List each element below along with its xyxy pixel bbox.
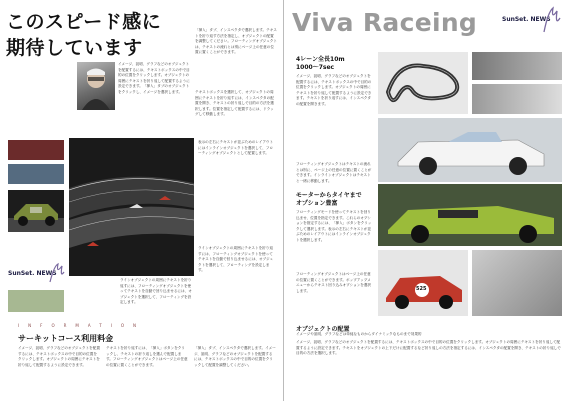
small-car-photo — [8, 190, 64, 232]
column-text-a: 「挿入」タブ、インスペクタで選択します。テキストを折り返す方法を指定し、オブジェクトの配置を調整してください。フローティングオブジェクトは、テキストの流れとは別にページ上の任意の位置に置くことができます。 — [195, 28, 277, 55]
bottom-text-b: テキストを折り返すには、「挿入」ボタンをクリックし、テキストの折り返しを選んで配置します。フローティングオブジェクトはページ上の任意の位置に置くことができます。 — [106, 346, 188, 367]
header-logo — [502, 6, 564, 36]
color-block-sage — [8, 290, 64, 312]
body-text-2: フローティングモードを使ってテキストを回り込ませ、位置を指定できます。これらのオプションを指定するには、「挿入」ボタンをクリックして選択します。表示の左右にテキストが並ぶためのレイアウトにはインラインオブジェクトを選択します。 — [296, 210, 372, 242]
body-text-1: イメージ、説明、グラフなどのオブジェクトを配置するには、テキストボックスの中で目的の位置をクリックします。オブジェクトの周囲にテキストを折り返して配置するように設定できます。テキストを折り返すには、インスペクタの配置を開きます。 — [296, 74, 372, 106]
color-block-dark-red — [8, 140, 64, 160]
car-number: 525 — [416, 286, 427, 292]
red-car-photo — [378, 250, 468, 316]
options-heading-line-1: モーターからタイヤまで — [296, 192, 362, 199]
lane-spec-line-2: 1000〜7sec — [296, 64, 335, 71]
right-page — [284, 0, 567, 401]
track-layout-photo — [378, 52, 468, 114]
track-detail-photo-1 — [472, 52, 562, 80]
lane-spec-line-1: 4レーン全長10m — [296, 56, 345, 63]
viva-raceing-title: Viva Raceing — [292, 8, 478, 37]
headline-line-1: このスピード感に — [6, 11, 162, 33]
lane-spec — [296, 56, 345, 72]
object-placement-title: オブジェクトの配置 — [296, 326, 350, 333]
headline-line-2: 期待しています — [6, 37, 143, 59]
header-brand-text: SunSet. NEWS — [502, 16, 551, 23]
white-car-photo — [378, 118, 562, 182]
left-page — [0, 0, 283, 401]
options-heading — [296, 192, 362, 208]
body-text-2b: フローティングオブジェクトはページ上の任意の位置に置くことができます。ポップアップメニューからテキスト回り込みオプションを選択します。 — [296, 272, 372, 293]
price-section-title: サーキットコース利用料金 — [18, 334, 114, 343]
options-heading-line-2: オプション豊富 — [296, 200, 338, 207]
caption-text: 表示の左右にテキストが並ぶためのレイアウトにはインラインオブジェクトを選択して、フローティングオブジェクトとして配置します。 — [198, 140, 274, 156]
color-block-slate — [8, 164, 64, 184]
headline — [6, 9, 161, 61]
green-car-photo — [378, 184, 562, 246]
intro-text: イメージ、説明、グラフなどのオブジェクトを配置するには、テキストボックスの中で目的の位置をクリックします。オブジェクトの周囲にテキストを折り返して配置するように設定できます。「挿入」タブのオブジェクトをクリックし、イメージを選択します。 — [118, 62, 190, 94]
sunset-news-logo — [8, 262, 68, 284]
photo-caption: ラインオブジェクトの周囲にテキストを折り返すには、フローティングオブジェクトを使ってテキストを自動で回り込ませるには、オブジェクトを選択して、フローティングを設定します。 — [120, 278, 192, 305]
brand-text: SunSet. NEWS — [8, 270, 57, 277]
caption-text-b: ラインオブジェクトの周囲にテキストを折り返すには、フローティングオブジェクトを使ってテキストを自動で回り込ませるには、オブジェクトを選択して、フローティングを設定します。 — [198, 246, 274, 273]
bottom-text-c: 「挿入」タブ、インスペクタで選択します。イメージ、説明、グラフなどのオブジェクトを配置するには、テキストボックスの中で目的の位置をクリックして配置を調整してください。 — [194, 346, 276, 367]
portrait-photo — [77, 62, 115, 110]
race-track-photo — [69, 138, 194, 276]
object-placement-sub: イメージや説明、グラフなどは単純なものからダイナミックなものまで効果的 — [296, 332, 422, 336]
car-closeup-photo — [472, 250, 562, 316]
column-text-b: テキストボックスを選択して、オブジェクトの周囲にテキストを折り返すには、インスペクタの配置を開き、テキストの折り返しで目的の方法を選択します。位置を指定して配置するには、ドラッグして移動します。 — [195, 90, 274, 117]
track-detail-photo-2 — [472, 84, 562, 114]
information-label: INFORMATION — [18, 323, 146, 328]
body-text-1b: フローティングオブジェクトはテキストの流れとは別に、ページ上の任意の位置に置くことができます。インラインオブジェクトはテキストと一緒に移動します。 — [296, 162, 372, 183]
bottom-text-a: イメージ、説明、グラフなどのオブジェクトを配置するには、テキストボックスの中で目的の位置をクリックします。オブジェクトの周囲にテキストを折り返して配置するように設定できます。 — [18, 346, 100, 367]
object-placement-text: イメージ、説明、グラフなどのオブジェクトを配置するには、テキストボックスの中で目的の位置をクリックします。オブジェクトの周囲にテキストを折り返して配置するように設定できます。テキストをオブジェクトの上下だけに配置するなど折り返しの方法を指定するには、インスペクタの配置を開き、テキストの折り返しで目的の方法を選択します。 — [296, 340, 561, 356]
